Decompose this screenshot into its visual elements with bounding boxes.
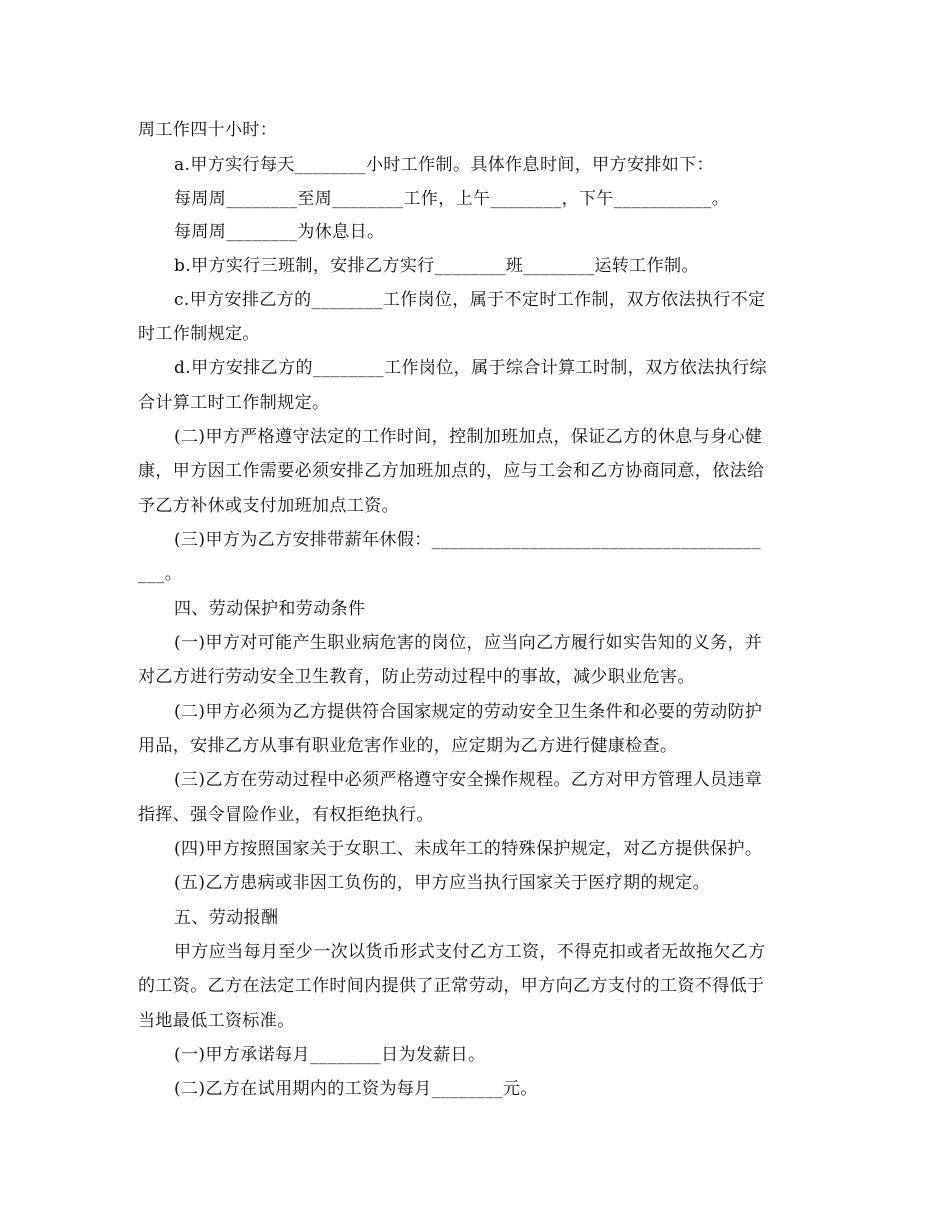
text-line: 当地最低工资标准。 — [138, 1011, 295, 1031]
text-line: (一)甲方对可能产生职业病危害的岗位，应当向乙方履行如实告知的义务，并 — [174, 633, 763, 653]
text-line: a.甲方实行每天________小时工作制。具体作息时间，甲方安排如下： — [174, 155, 714, 175]
text-line: 合计算工时工作制规定。 — [138, 393, 330, 413]
text-line: 予乙方补休或支付加班加点工资。 — [138, 496, 399, 516]
text-line: d.甲方安排乙方的________工作岗位，属于综合计算工时制，双方依法执行综 — [174, 358, 767, 378]
text-line: 每周周________至周________工作，上午________，下午___________。 — [174, 189, 730, 209]
text-line: (四)甲方按照国家关于女职工、未成年工的特殊保护规定，对乙方提供保护。 — [174, 839, 763, 859]
text-line: 对乙方进行劳动安全卫生教育，防止劳动过程中的事故，减少职业危害。 — [138, 667, 695, 687]
text-line: 指挥、强令冒险作业，有权拒绝执行。 — [138, 805, 434, 825]
text-line: c.甲方安排乙方的________工作岗位，属于不定时工作制，双方依法执行不定 — [174, 290, 766, 310]
text-line: 时工作制规定。 — [138, 324, 260, 344]
text-line: (二)甲方严格遵守法定的工作时间，控制加班加点，保证乙方的休息与身心健 — [174, 427, 763, 447]
text-line: (一)甲方承诺每月________日为发薪日。 — [174, 1045, 486, 1065]
section-heading: 五、劳动报酬 — [174, 908, 279, 928]
text-line: (二)乙方在试用期内的工资为每月________元。 — [174, 1079, 538, 1099]
text-line: 康，甲方因工作需要必须安排乙方加班加点的，应与工会和乙方协商同意，依法给 — [138, 461, 765, 481]
text-line: (三)乙方在劳动过程中必须严格遵守安全操作规程。乙方对甲方管理人员违章 — [174, 770, 763, 790]
section-heading: 四、劳动保护和劳动条件 — [174, 599, 366, 619]
text-line: (三)甲方为乙方安排带薪年休假：_____________________________________ — [174, 530, 761, 550]
text-line: 的工资。乙方在法定工作时间内提供了正常劳动，甲方向乙方支付的工资不得低于 — [138, 976, 765, 996]
text-line: 每周周________为休息日。 — [174, 222, 385, 242]
text-line: 周工作四十小时： — [138, 120, 278, 140]
text-line: 甲方应当每月至少一次以货币形式支付乙方工资，不得克扣或者无故拖欠乙方 — [174, 942, 766, 962]
text-line: (五)乙方患病或非因工负伤的，甲方应当执行国家关于医疗期的规定。 — [174, 873, 711, 893]
text-line: 用品，安排乙方从事有职业危害作业的，应定期为乙方进行健康检查。 — [138, 736, 678, 756]
text-line: ___。 — [138, 564, 183, 584]
text-line: b.甲方实行三班制，安排乙方实行________班________运转工作制。 — [174, 256, 699, 276]
text-line: (二)甲方必须为乙方提供符合国家规定的劳动安全卫生条件和必要的劳动防护 — [174, 702, 763, 722]
